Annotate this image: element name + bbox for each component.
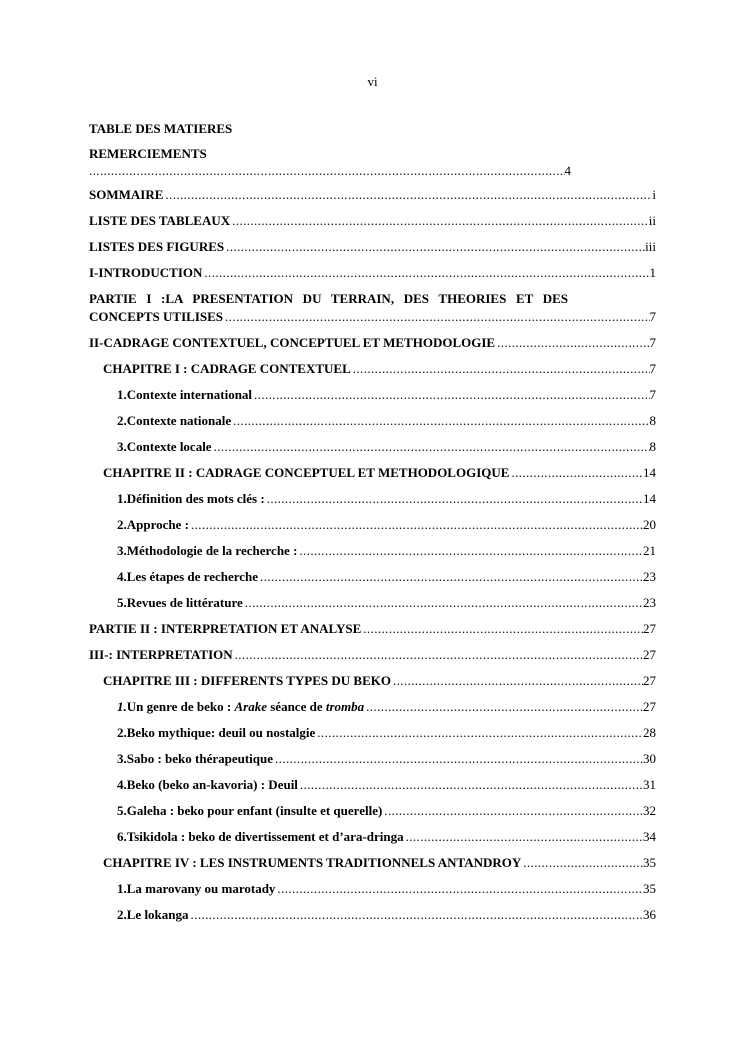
toc-entry-page: 34 (643, 829, 656, 844)
toc-entry-title: 4.Les étapes de recherche (117, 569, 259, 584)
toc-entry-genre-de-beko[interactable] (89, 698, 656, 715)
toc-entry-title: 5.Revues de littérature (117, 595, 243, 610)
toc-entry-beko-mythique[interactable] (89, 724, 656, 741)
toc-entry-partie-2[interactable] (89, 620, 656, 637)
toc-entry-title: II-CADRAGE CONTEXTUEL, CONCEPTUEL ET METHODOLOGIE (89, 335, 496, 350)
toc-entry-galeha[interactable] (89, 802, 656, 819)
toc-entry-title: 2.Le lokanga (117, 907, 189, 922)
toc-entry-page: 30 (643, 751, 656, 766)
toc-entry-title: 1.La marovany ou marotady (117, 881, 276, 896)
toc-entry-approche[interactable] (89, 516, 656, 533)
leader-dots (297, 542, 643, 559)
toc-entry-liste-des-tableaux[interactable] (89, 212, 656, 229)
toc-entry-chapitre-4[interactable] (89, 854, 656, 871)
toc-entry-methodologie[interactable] (89, 542, 656, 559)
toc-entry-page: 7 (649, 309, 656, 324)
leader-dots (273, 750, 643, 767)
toc-entry-page: 27 (643, 647, 656, 662)
toc-entry-page: 36 (643, 907, 656, 922)
toc-entry-number: 1. (117, 699, 127, 714)
toc-entry-title: REMERCIEMENTS (89, 146, 207, 161)
toc-entry-page: 27 (643, 621, 656, 636)
toc-entry-page: i (652, 187, 656, 202)
toc-title: TABLE DES MATIERES (89, 121, 233, 136)
leader-dots (382, 802, 643, 819)
toc-entry-title-italic: tromba (325, 699, 365, 714)
leader-dots (315, 724, 643, 741)
toc-entry-remerciements[interactable] (89, 145, 656, 179)
toc-entry-page: 27 (643, 673, 656, 688)
toc-entry-page: 14 (643, 491, 656, 506)
toc-entry-title: LISTE DES TABLEAUX (89, 213, 231, 228)
leader-dots (258, 568, 643, 585)
toc-entry-title: 1.Contexte international (117, 387, 253, 402)
toc-entry-title: I-INTRODUCTION (89, 265, 203, 280)
leader-dots (243, 594, 643, 611)
toc-entry-chapitre-2[interactable] (89, 464, 656, 481)
toc-entry-title: 5.Galeha : beko pour enfant (insulte et querelle) (117, 803, 383, 818)
toc-entry-title-italic: Arake (234, 699, 267, 714)
toc-entry-page: 35 (643, 881, 656, 896)
leader-dots (189, 906, 643, 923)
toc-entry-page: ii (648, 213, 656, 228)
toc-entry-contexte-nationale[interactable] (89, 412, 656, 429)
toc-entry-title: 3.Méthodologie de la recherche : (117, 543, 298, 558)
toc-entry-title-part: Un genre de beko : (126, 699, 235, 714)
toc-entry-page: 14 (643, 465, 656, 480)
toc-entry-title (117, 698, 364, 715)
toc-entry-page: 8 (649, 439, 656, 454)
leader-dots (231, 412, 649, 429)
toc-entry-title: 1.Définition des mots clés : (117, 491, 265, 506)
toc-entry-title: CHAPITRE IV : LES INSTRUMENTS TRADITIONNELS ANTANDROY (103, 855, 522, 870)
toc-entry-title: CHAPITRE III : DIFFERENTS TYPES DU BEKO (103, 673, 391, 688)
toc-entry-page: 4 (564, 163, 571, 178)
toc-entry-page: 28 (643, 725, 656, 740)
toc-entry-title-line2: CONCEPTS UTILISES (89, 309, 224, 324)
toc-entry-page: 35 (643, 855, 656, 870)
leader-dots (275, 880, 643, 897)
toc-entry-chapitre-3[interactable] (89, 672, 656, 689)
toc-entry-definition-mots-cles[interactable] (89, 490, 656, 507)
leader-dots (404, 828, 643, 845)
leader-dots (163, 186, 652, 203)
toc-entry-title: 3.Sabo : beko thérapeutique (117, 751, 274, 766)
toc-entry-beko-deuil[interactable] (89, 776, 656, 793)
toc-entry-etapes-recherche[interactable] (89, 568, 656, 585)
toc-entry-page: 7 (649, 361, 656, 376)
toc-entry-title-part: séance de (266, 699, 326, 714)
toc-entry-page: 7 (649, 387, 656, 402)
toc-entry-title: 2.Approche : (117, 517, 189, 532)
toc-entry-sommaire[interactable] (89, 186, 656, 203)
leader-dots (224, 238, 645, 255)
toc-entry-page: 23 (643, 569, 656, 584)
toc-entry-page: iii (645, 239, 656, 254)
leader-dots (361, 620, 643, 637)
toc-entry-title: 2.Contexte nationale (117, 413, 232, 428)
leader-dots (233, 646, 643, 663)
toc-entry-page: 31 (643, 777, 656, 792)
table-of-contents (89, 119, 656, 932)
toc-entry-title: 6.Tsikidola : beko de divertissement et d’ara-dringa (117, 829, 404, 844)
leader-dots (202, 264, 649, 281)
leader-dots (509, 464, 643, 481)
leader-dots (298, 776, 643, 793)
leader-dots (223, 308, 649, 325)
toc-entry-tsikidola[interactable] (89, 828, 656, 845)
toc-entry-chapitre-1[interactable] (89, 360, 656, 377)
toc-entry-page: 7 (649, 335, 656, 350)
leader-dots (212, 438, 650, 455)
toc-entry-title: 4.Beko (beko an-kavoria) : Deuil (117, 777, 298, 792)
toc-entry-sabo[interactable] (89, 750, 656, 767)
toc-entry-title: 2.Beko mythique: deuil ou nostalgie (117, 725, 316, 740)
toc-entry-title: LISTES DES FIGURES (89, 239, 225, 254)
toc-entry-title-line1: PARTIE I :LA PRESENTATION DU TERRAIN, DES THEORIES ET DES (89, 291, 569, 306)
page-number: vi (367, 74, 378, 89)
toc-entry-title: 3.Contexte locale (117, 439, 212, 454)
leader-dots (351, 360, 650, 377)
leader-dots (391, 672, 643, 689)
toc-entry-page: 8 (649, 413, 656, 428)
toc-entry-lokanga[interactable] (89, 906, 656, 923)
toc-entry-title: III-: INTERPRETATION (89, 647, 233, 662)
toc-entry-page: 23 (643, 595, 656, 610)
toc-entry-interpretation[interactable] (89, 646, 656, 663)
toc-entry-title: PARTIE II : INTERPRETATION ET ANALYSE (89, 621, 362, 636)
toc-entry-contexte-locale[interactable] (89, 438, 656, 455)
toc-entry-partie-1[interactable] (89, 290, 656, 325)
toc-entry-introduction[interactable] (89, 264, 656, 281)
leader-dots (252, 386, 649, 403)
toc-entry-page: 21 (643, 543, 656, 558)
toc-entry-page: 20 (643, 517, 656, 532)
toc-entry-cadrage-contextuel[interactable] (89, 334, 656, 351)
toc-entry-revues-litterature[interactable] (89, 594, 656, 611)
toc-entry-listes-des-figures[interactable] (89, 238, 656, 255)
leader-dots (189, 516, 643, 533)
toc-entry-title: CHAPITRE II : CADRAGE CONCEPTUEL ET METHODOLOGIQUE (103, 465, 510, 480)
toc-entry-page: 1 (649, 265, 656, 280)
toc-entry-title: CHAPITRE I : CADRAGE CONTEXTUEL (103, 361, 351, 376)
toc-entry-marovany[interactable] (89, 880, 656, 897)
leader-dots (495, 334, 649, 351)
toc-entry-title: SOMMAIRE (89, 187, 164, 202)
toc-entry-page: 32 (643, 803, 656, 818)
toc-entry-contexte-international[interactable] (89, 386, 656, 403)
leader-dots (89, 162, 565, 179)
toc-entry-page: 27 (643, 699, 656, 714)
leader-dots (364, 698, 643, 715)
leader-dots (230, 212, 649, 229)
leader-dots (521, 854, 643, 871)
leader-dots (265, 490, 643, 507)
